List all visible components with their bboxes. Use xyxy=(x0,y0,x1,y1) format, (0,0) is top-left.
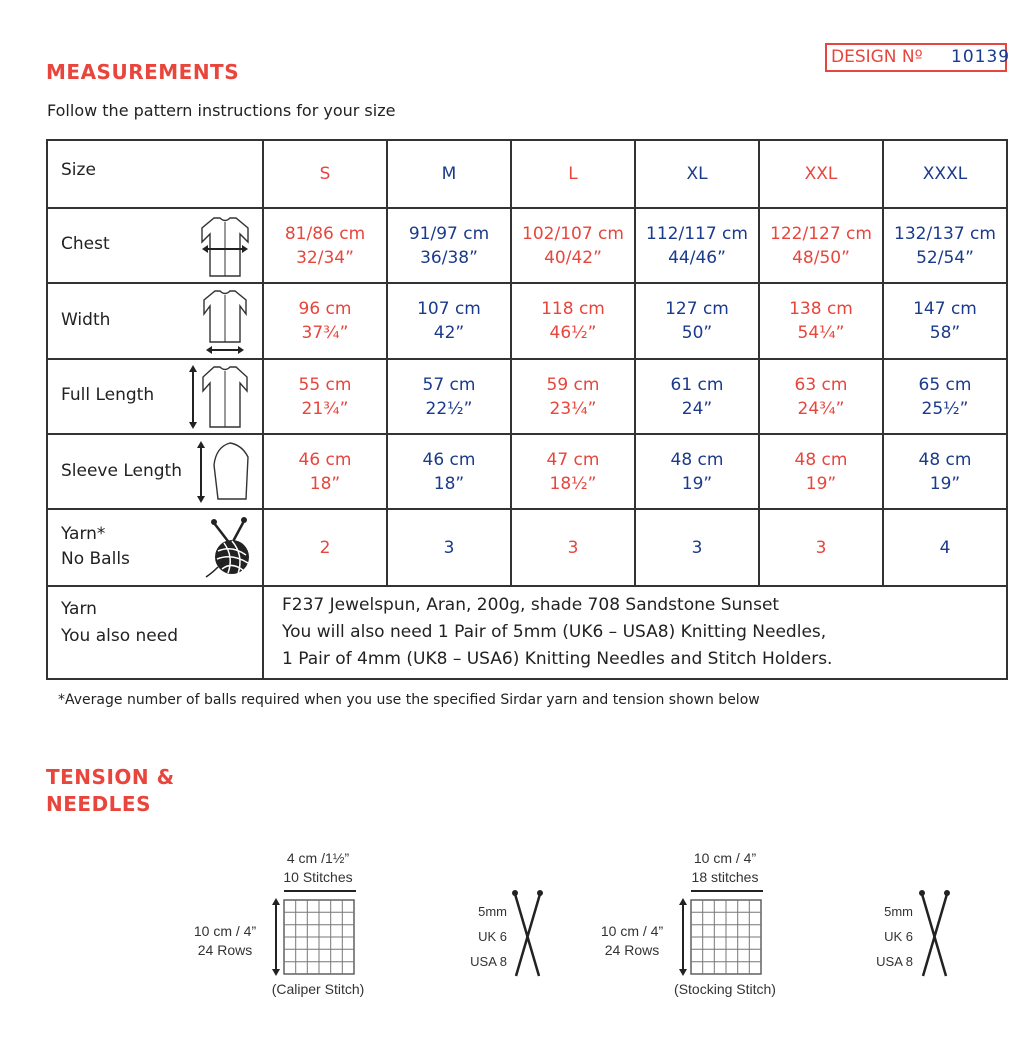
sleeve-length-row xyxy=(47,434,1007,509)
swatch1-length-label xyxy=(180,922,270,960)
swatch1-stitches: 10 Stitches xyxy=(283,869,353,885)
full-length-xxxl-in: 25½” xyxy=(921,398,969,419)
design-number: 10139 xyxy=(951,47,1011,67)
needles1-mm: 5mm xyxy=(478,904,507,919)
full-length-xxl-in: 24¾” xyxy=(797,398,845,419)
size-xl: XL xyxy=(635,140,759,208)
full-length-l-in: 23¼” xyxy=(549,398,597,419)
yarn-label-cell xyxy=(47,586,263,679)
chest-label: Chest xyxy=(61,234,110,254)
sleeve-length-l-in: 18½” xyxy=(549,473,597,494)
balls-row xyxy=(47,509,1007,586)
balls-xl: 3 xyxy=(635,509,759,586)
width-row xyxy=(47,283,1007,359)
chest-s-cm: 81/86 cm xyxy=(284,223,366,244)
sleeve-length-xl xyxy=(635,434,759,509)
chest-m-cm: 91/97 cm xyxy=(408,223,490,244)
subtitle: Follow the pattern instructions for your size xyxy=(47,101,396,120)
full-length-s-cm: 55 cm xyxy=(298,374,352,395)
tension-title xyxy=(46,764,175,818)
yarn-row xyxy=(47,586,1007,679)
full-length-xxl-cm: 63 cm xyxy=(794,374,848,395)
width-s xyxy=(263,283,387,359)
chest-xl xyxy=(635,208,759,283)
width-l-in: 46½” xyxy=(549,323,597,343)
sleeve-length-xl-cm: 48 cm xyxy=(670,449,724,470)
chest-s-in: 32/34” xyxy=(296,247,354,268)
chest-xxl-cm: 122/127 cm xyxy=(770,223,872,244)
chest-m-in: 36/38” xyxy=(420,247,478,268)
chest-m xyxy=(387,208,511,283)
full-length-l-cm: 59 cm xyxy=(546,374,600,395)
balls-m: 3 xyxy=(387,509,511,586)
swatch1-width-label xyxy=(248,849,388,887)
needles2-label xyxy=(858,899,913,974)
swatch2-stitches: 18 stitches xyxy=(691,869,759,885)
size-label-cell xyxy=(47,140,263,208)
width-label: Width xyxy=(61,310,111,330)
needles1-label xyxy=(452,899,507,974)
sleeve-length-s-in: 18” xyxy=(309,473,341,494)
full-length-m-cm: 57 cm xyxy=(422,374,476,395)
swatch2-stitch: (Stocking Stitch) xyxy=(674,981,776,997)
needles2-usa: USA 8 xyxy=(876,954,913,969)
sleeve-length-xxl-cm: 48 cm xyxy=(794,449,848,470)
sleeve-length-xl-in: 19” xyxy=(681,473,713,494)
swatch1-stitch: (Caliper Stitch) xyxy=(271,981,365,997)
chest-xxl xyxy=(759,208,883,283)
swatch1-width: 4 cm /1½” xyxy=(286,850,350,866)
full-length-s xyxy=(263,359,387,434)
swatch2-width: 10 cm / 4” xyxy=(693,850,757,866)
width-xxl xyxy=(759,283,883,359)
footnote: *Average number of balls required when you use the specified Sirdar yarn and tension shown below xyxy=(58,692,760,708)
size-label: Size xyxy=(61,160,96,180)
balls-s: 2 xyxy=(263,509,387,586)
sleeve-length-m-in: 18” xyxy=(433,473,465,494)
chest-width-diagram-icon xyxy=(196,214,254,280)
swatch2-length: 10 cm / 4” xyxy=(600,923,664,939)
width-xxl-in: 54¼” xyxy=(797,323,845,343)
full-length-label: Full Length xyxy=(61,385,155,405)
swatch1-grid-icon xyxy=(262,888,362,980)
width-m-in: 42” xyxy=(433,323,465,343)
full-length-diagram-icon xyxy=(188,363,254,431)
needles2-uk: UK 6 xyxy=(884,929,913,944)
size-l: L xyxy=(511,140,635,208)
width-xxxl-in: 58” xyxy=(929,323,961,343)
sleeve-length-diagram-icon xyxy=(196,439,254,505)
width-label-cell xyxy=(47,283,263,359)
width-xl-in: 50” xyxy=(681,323,713,343)
width-l xyxy=(511,283,635,359)
swatch2-rows: 24 Rows xyxy=(604,942,660,958)
chest-xxxl-cm: 132/137 cm xyxy=(894,223,996,244)
swatch2-grid-icon xyxy=(669,888,769,980)
width-m-cm: 107 cm xyxy=(417,299,481,319)
swatch2-width-label xyxy=(655,849,795,887)
sleeve-length-xxl-in: 19” xyxy=(805,473,837,494)
measurements-title: MEASUREMENTS xyxy=(46,60,240,84)
full-length-xxxl-cm: 65 cm xyxy=(918,374,972,395)
chest-xxxl xyxy=(883,208,1007,283)
yarn-label-line1: Yarn xyxy=(61,599,97,619)
design-label: DESIGN Nº xyxy=(831,47,923,67)
chest-l xyxy=(511,208,635,283)
knitting-needles-icon xyxy=(917,888,953,980)
tension-title-line1: TENSION & xyxy=(46,765,175,789)
full-length-xl-cm: 61 cm xyxy=(670,374,724,395)
chest-xxxl-in: 52/54” xyxy=(916,247,974,268)
width-m xyxy=(387,283,511,359)
balls-xxl: 3 xyxy=(759,509,883,586)
full-length-xl xyxy=(635,359,759,434)
chest-xl-in: 44/46” xyxy=(668,247,726,268)
sleeve-length-s-cm: 46 cm xyxy=(298,449,352,470)
yarn-line2: You will also need 1 Pair of 5mm (UK6 – USA8) Knitting Needles, xyxy=(282,622,827,642)
width-xl-cm: 127 cm xyxy=(665,299,729,319)
sleeve-length-xxxl-cm: 48 cm xyxy=(918,449,972,470)
full-length-xxxl xyxy=(883,359,1007,434)
full-length-row xyxy=(47,359,1007,434)
balls-label-line2: No Balls xyxy=(61,549,130,569)
full-length-m xyxy=(387,359,511,434)
width-xxxl xyxy=(883,283,1007,359)
size-m: M xyxy=(387,140,511,208)
full-length-xxl xyxy=(759,359,883,434)
sleeve-length-l-cm: 47 cm xyxy=(546,449,600,470)
chest-xl-cm: 112/117 cm xyxy=(646,223,748,244)
swatch1-rows: 24 Rows xyxy=(197,942,253,958)
full-length-m-in: 22½” xyxy=(425,398,473,419)
balls-l: 3 xyxy=(511,509,635,586)
sleeve-length-s xyxy=(263,434,387,509)
yarn-details xyxy=(263,586,1007,679)
hem-width-diagram-icon xyxy=(196,288,254,356)
full-length-s-in: 21¾” xyxy=(301,398,349,419)
width-xxxl-cm: 147 cm xyxy=(913,299,977,319)
sleeve-length-l xyxy=(511,434,635,509)
size-header-row xyxy=(47,140,1007,208)
width-s-cm: 96 cm xyxy=(298,299,352,319)
sleeve-length-m-cm: 46 cm xyxy=(422,449,476,470)
full-length-xl-in: 24” xyxy=(681,398,713,419)
width-l-cm: 118 cm xyxy=(541,299,605,319)
width-xl xyxy=(635,283,759,359)
swatch1-length: 10 cm / 4” xyxy=(193,923,257,939)
size-xxl: XXL xyxy=(759,140,883,208)
yarn-label xyxy=(61,596,178,650)
balls-label xyxy=(61,522,130,572)
sleeve-length-xxxl-in: 19” xyxy=(929,473,961,494)
width-xxl-cm: 138 cm xyxy=(789,299,853,319)
balls-xxxl: 4 xyxy=(883,509,1007,586)
sleeve-length-xxxl xyxy=(883,434,1007,509)
size-s: S xyxy=(263,140,387,208)
chest-row xyxy=(47,208,1007,283)
balls-label-cell xyxy=(47,509,263,586)
sleeve-length-label: Sleeve Length xyxy=(61,461,182,481)
full-length-l xyxy=(511,359,635,434)
swatch2-length-label xyxy=(587,922,677,960)
measurements-table xyxy=(46,139,1008,680)
full-length-label-cell xyxy=(47,359,263,434)
needles1-usa: USA 8 xyxy=(470,954,507,969)
tension-title-line2: NEEDLES xyxy=(46,792,151,816)
needles2-mm: 5mm xyxy=(884,904,913,919)
chest-s xyxy=(263,208,387,283)
width-s-in: 37¾” xyxy=(301,323,349,343)
chest-l-in: 40/42” xyxy=(544,247,602,268)
needles1-uk: UK 6 xyxy=(478,929,507,944)
balls-label-line1: Yarn* xyxy=(61,524,106,544)
chest-xxl-in: 48/50” xyxy=(792,247,850,268)
yarn-line3: 1 Pair of 4mm (UK8 – USA6) Knitting Needles and Stitch Holders. xyxy=(282,649,833,669)
knitting-needles-icon xyxy=(510,888,546,980)
yarn-ball-icon xyxy=(204,517,254,579)
chest-l-cm: 102/107 cm xyxy=(522,223,624,244)
sleeve-length-m xyxy=(387,434,511,509)
sleeve-length-xxl xyxy=(759,434,883,509)
yarn-line1: F237 Jewelspun, Aran, 200g, shade 708 Sandstone Sunset xyxy=(282,595,780,615)
chest-label-cell xyxy=(47,208,263,283)
sleeve-length-label-cell xyxy=(47,434,263,509)
design-number-box xyxy=(825,43,1011,72)
size-xxxl: XXXL xyxy=(883,140,1007,208)
yarn-label-line2: You also need xyxy=(61,626,178,646)
